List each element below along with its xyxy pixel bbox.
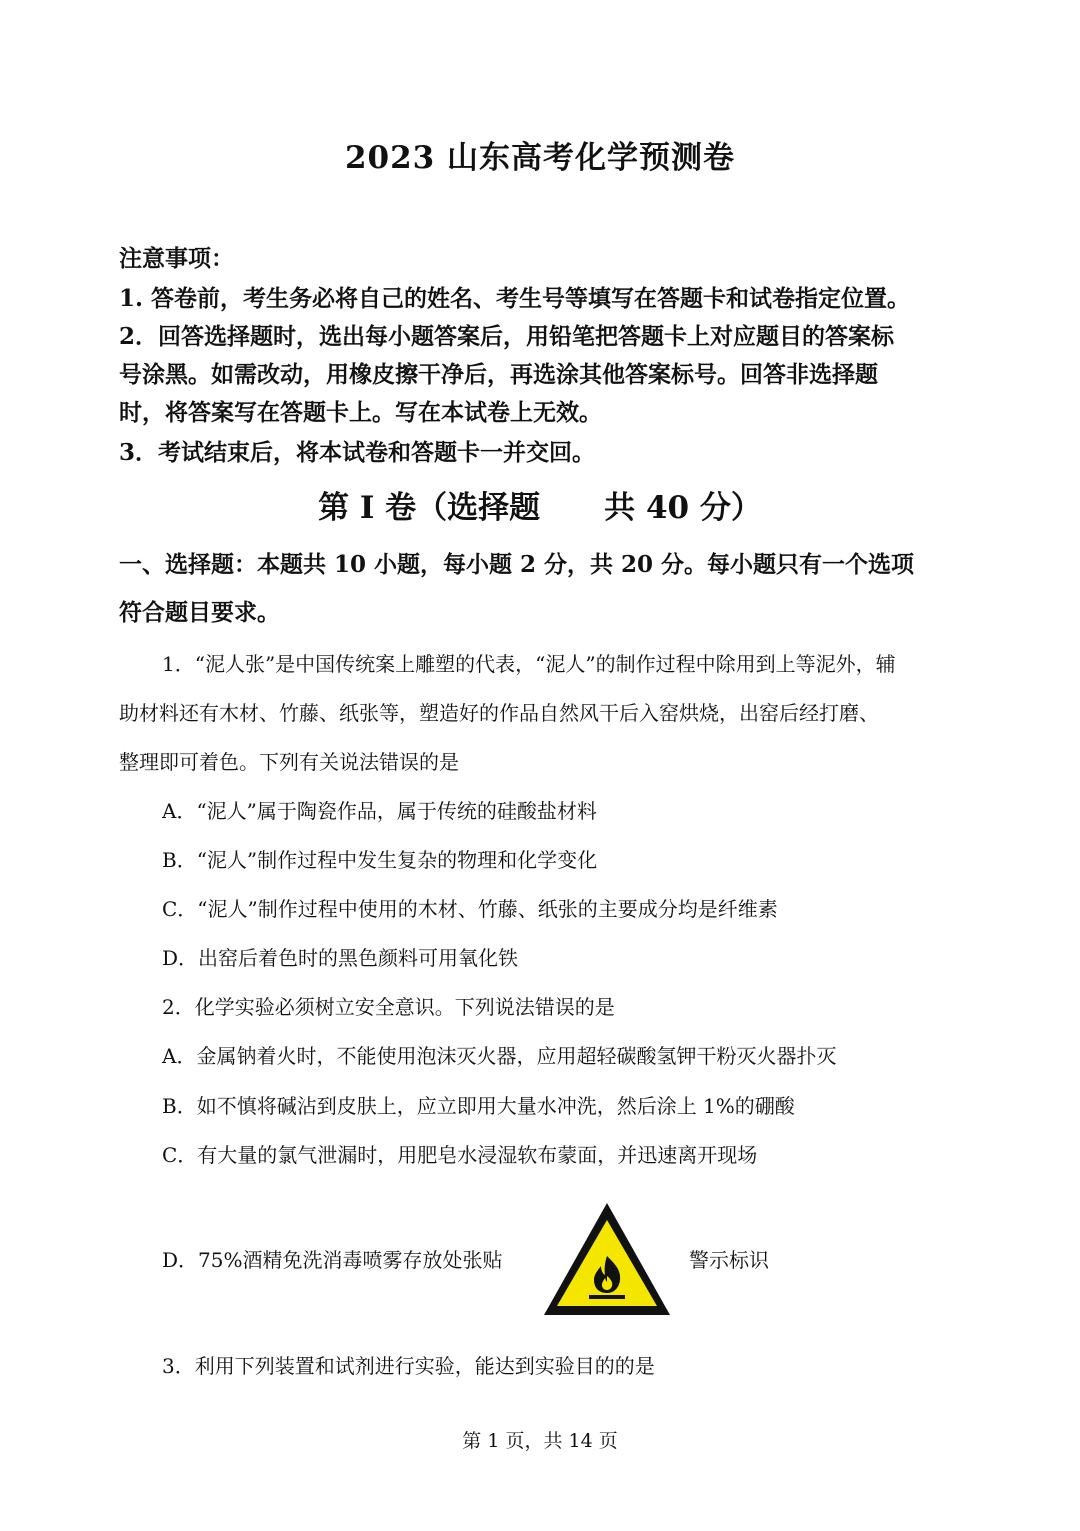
q3-stem: 3．利用下列装置和试剂进行实验，能达到实验目的的是 xyxy=(162,1354,655,1378)
section-title-part-2: 共 40 分） xyxy=(604,490,762,526)
q1-option-c: C．“泥人”制作过程中使用的木材、竹藤、纸张的主要成分均是纤维素 xyxy=(162,897,778,921)
flammable-warning-icon xyxy=(541,1200,673,1318)
q2-stem: 2．化学实验必须树立安全意识。下列说法错误的是 xyxy=(162,995,615,1019)
notice-item-2-line-2: 号涂黑。如需改动，用橡皮擦干净后，再选涂其他答案标号。回答非选择题 xyxy=(119,361,878,388)
q1-option-d: D．出窑后着色时的黑色颜料可用氧化铁 xyxy=(162,946,519,970)
section-title xyxy=(0,482,1080,527)
section-instruction-line-2: 符合题目要求。 xyxy=(119,599,280,626)
q1-stem-line-1: 1．“泥人张”是中国传统案上雕塑的代表，“泥人”的制作过程中除用到上等泥外，辅 xyxy=(162,652,896,676)
notice-heading: 注意事项： xyxy=(119,245,234,272)
q2-option-d-suffix: 警示标识 xyxy=(689,1248,769,1272)
section-instruction-line-1: 一、选择题：本题共 10 小题，每小题 2 分，共 20 分。每小题只有一个选项 xyxy=(119,551,915,578)
page-title: 2023 山东高考化学预测卷 xyxy=(344,140,736,176)
notice-item-2-line-3: 时，将答案写在答题卡上。写在本试卷上无效。 xyxy=(119,399,602,426)
q2-option-a: A．金属钠着火时，不能使用泡沫灭火器，应用超轻碳酸氢钾干粉灭火器扑灭 xyxy=(162,1044,837,1068)
notice-item-2-line-1: 2．回答选择题时，选出每小题答案后，用铅笔把答题卡上对应题目的答案标 xyxy=(119,323,895,350)
notice-item-1: 1. 答卷前，考生务必将自己的姓名、考生号等填写在答题卡和试卷指定位置。 xyxy=(119,285,911,312)
notice-item-3: 3．考试结束后，将本试卷和答题卡一并交回。 xyxy=(119,439,596,466)
q1-stem-line-2: 助材料还有木材、竹藤、纸张等，塑造好的作品自然风干后入窑烘烧，出窑后经打磨、 xyxy=(119,701,879,725)
q2-option-d-text: D．75%酒精免洗消毒喷雾存放处张贴 xyxy=(162,1248,503,1272)
q1-stem-line-3: 整理即可着色。下列有关说法错误的是 xyxy=(119,750,459,774)
section-title-part-1: 第 I 卷（选择题 xyxy=(318,490,541,526)
q1-option-b: B．“泥人”制作过程中发生复杂的物理和化学变化 xyxy=(162,848,598,872)
page-footer: 第 1 页，共 14 页 xyxy=(462,1430,618,1452)
q2-option-b: B．如不慎将碱沾到皮肤上，应立即用大量水冲洗，然后涂上 1%的硼酸 xyxy=(162,1094,795,1118)
q2-option-c: C．有大量的氯气泄漏时，用肥皂水浸湿软布蒙面，并迅速离开现场 xyxy=(162,1143,758,1167)
flame-base-bar xyxy=(589,1295,625,1299)
q1-option-a: A．“泥人”属于陶瓷作品，属于传统的硅酸盐材料 xyxy=(162,799,597,823)
